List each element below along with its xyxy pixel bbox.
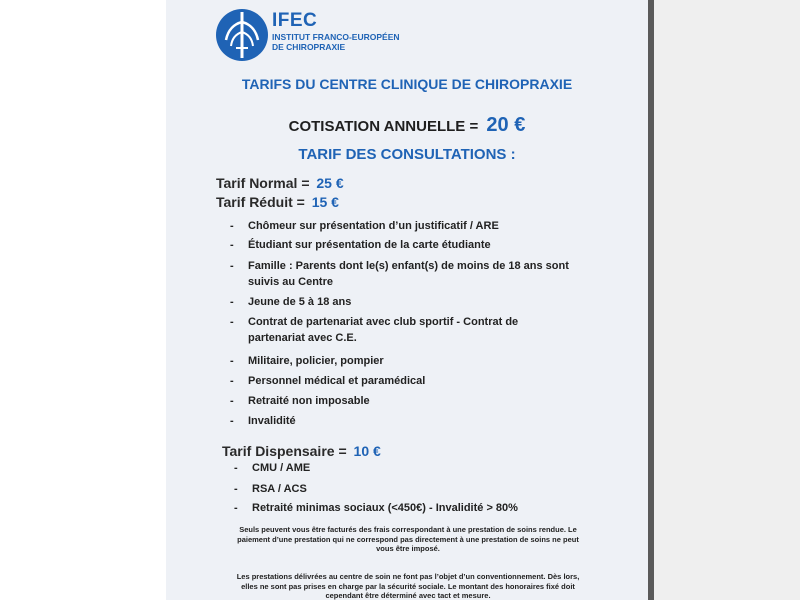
board-frame <box>648 0 654 600</box>
tarif-normal <box>216 175 344 191</box>
background-wall <box>650 0 800 600</box>
tarif-normal-label: Tarif Normal = <box>216 175 310 191</box>
brand-name: IFEC <box>272 10 318 31</box>
brand-line-1: INSTITUT FRANCO-EUROPÉEN <box>272 32 400 42</box>
list-item: - Étudiant sur présentation de la carte étudiante <box>230 237 600 253</box>
consultations-heading: TARIF DES CONSULTATIONS : <box>298 146 516 163</box>
tarif-dispensaire-label: Tarif Dispensaire = <box>222 443 347 459</box>
list-item: - CMU / AME <box>234 460 604 476</box>
tarif-dispensaire-value: 10 € <box>353 443 381 459</box>
cotisation-line <box>166 114 648 137</box>
list-item: - Jeune de 5 à 18 ans <box>230 294 600 310</box>
tarif-dispensaire <box>222 443 381 459</box>
tarif-reduit-label: Tarif Réduit = <box>216 194 305 210</box>
list-item: - Militaire, policier, pompier <box>230 353 600 369</box>
list-item: - Retraité non imposable <box>230 393 600 409</box>
note-convention: Les prestations délivrées au centre de soin ne font pas l’objet d’un conventionnement. Dès lors, elles ne sont pas prises en charge par la sécurité sociale. Le montant des honoraires fixé doit cependant être déterminé avec tact et mesure. <box>236 572 580 600</box>
price-sheet <box>166 0 648 600</box>
cotisation-value: 20 € <box>486 114 526 136</box>
list-item: - Retraité minimas sociaux (<450€) - Invalidité > 80% <box>234 500 604 516</box>
cotisation-label: COTISATION ANNUELLE = <box>288 118 479 135</box>
tarif-normal-value: 25 € <box>316 175 344 191</box>
brand-line-2: DE CHIROPRAXIE <box>272 42 346 52</box>
page-title: TARIFS DU CENTRE CLINIQUE DE CHIROPRAXIE <box>241 76 573 92</box>
ifec-logo-icon <box>214 8 270 62</box>
note-billing: Seuls peuvent vous être facturés des frais correspondant à une prestation de soins rendue. Le paiement d’une prestation qui ne correspond pas directement à une prestation de soins ne peut vous être imposé. <box>237 525 579 553</box>
background-left <box>0 0 166 600</box>
brand-block <box>272 10 400 52</box>
tarif-reduit <box>216 194 339 210</box>
list-item: - Famille : Parents dont le(s) enfant(s) de moins de 18 ans sont suivis au Centre <box>230 258 600 290</box>
list-item: - Invalidité <box>230 413 600 429</box>
tarif-reduit-value: 15 € <box>311 194 339 210</box>
list-item: - Contrat de partenariat avec club sportif - Contrat de partenariat avec C.E. <box>230 314 578 346</box>
list-item: - Personnel médical et paramédical <box>230 373 600 389</box>
list-item: - Chômeur sur présentation d’un justificatif / ARE <box>230 218 600 234</box>
list-item: - RSA / ACS <box>234 481 604 497</box>
